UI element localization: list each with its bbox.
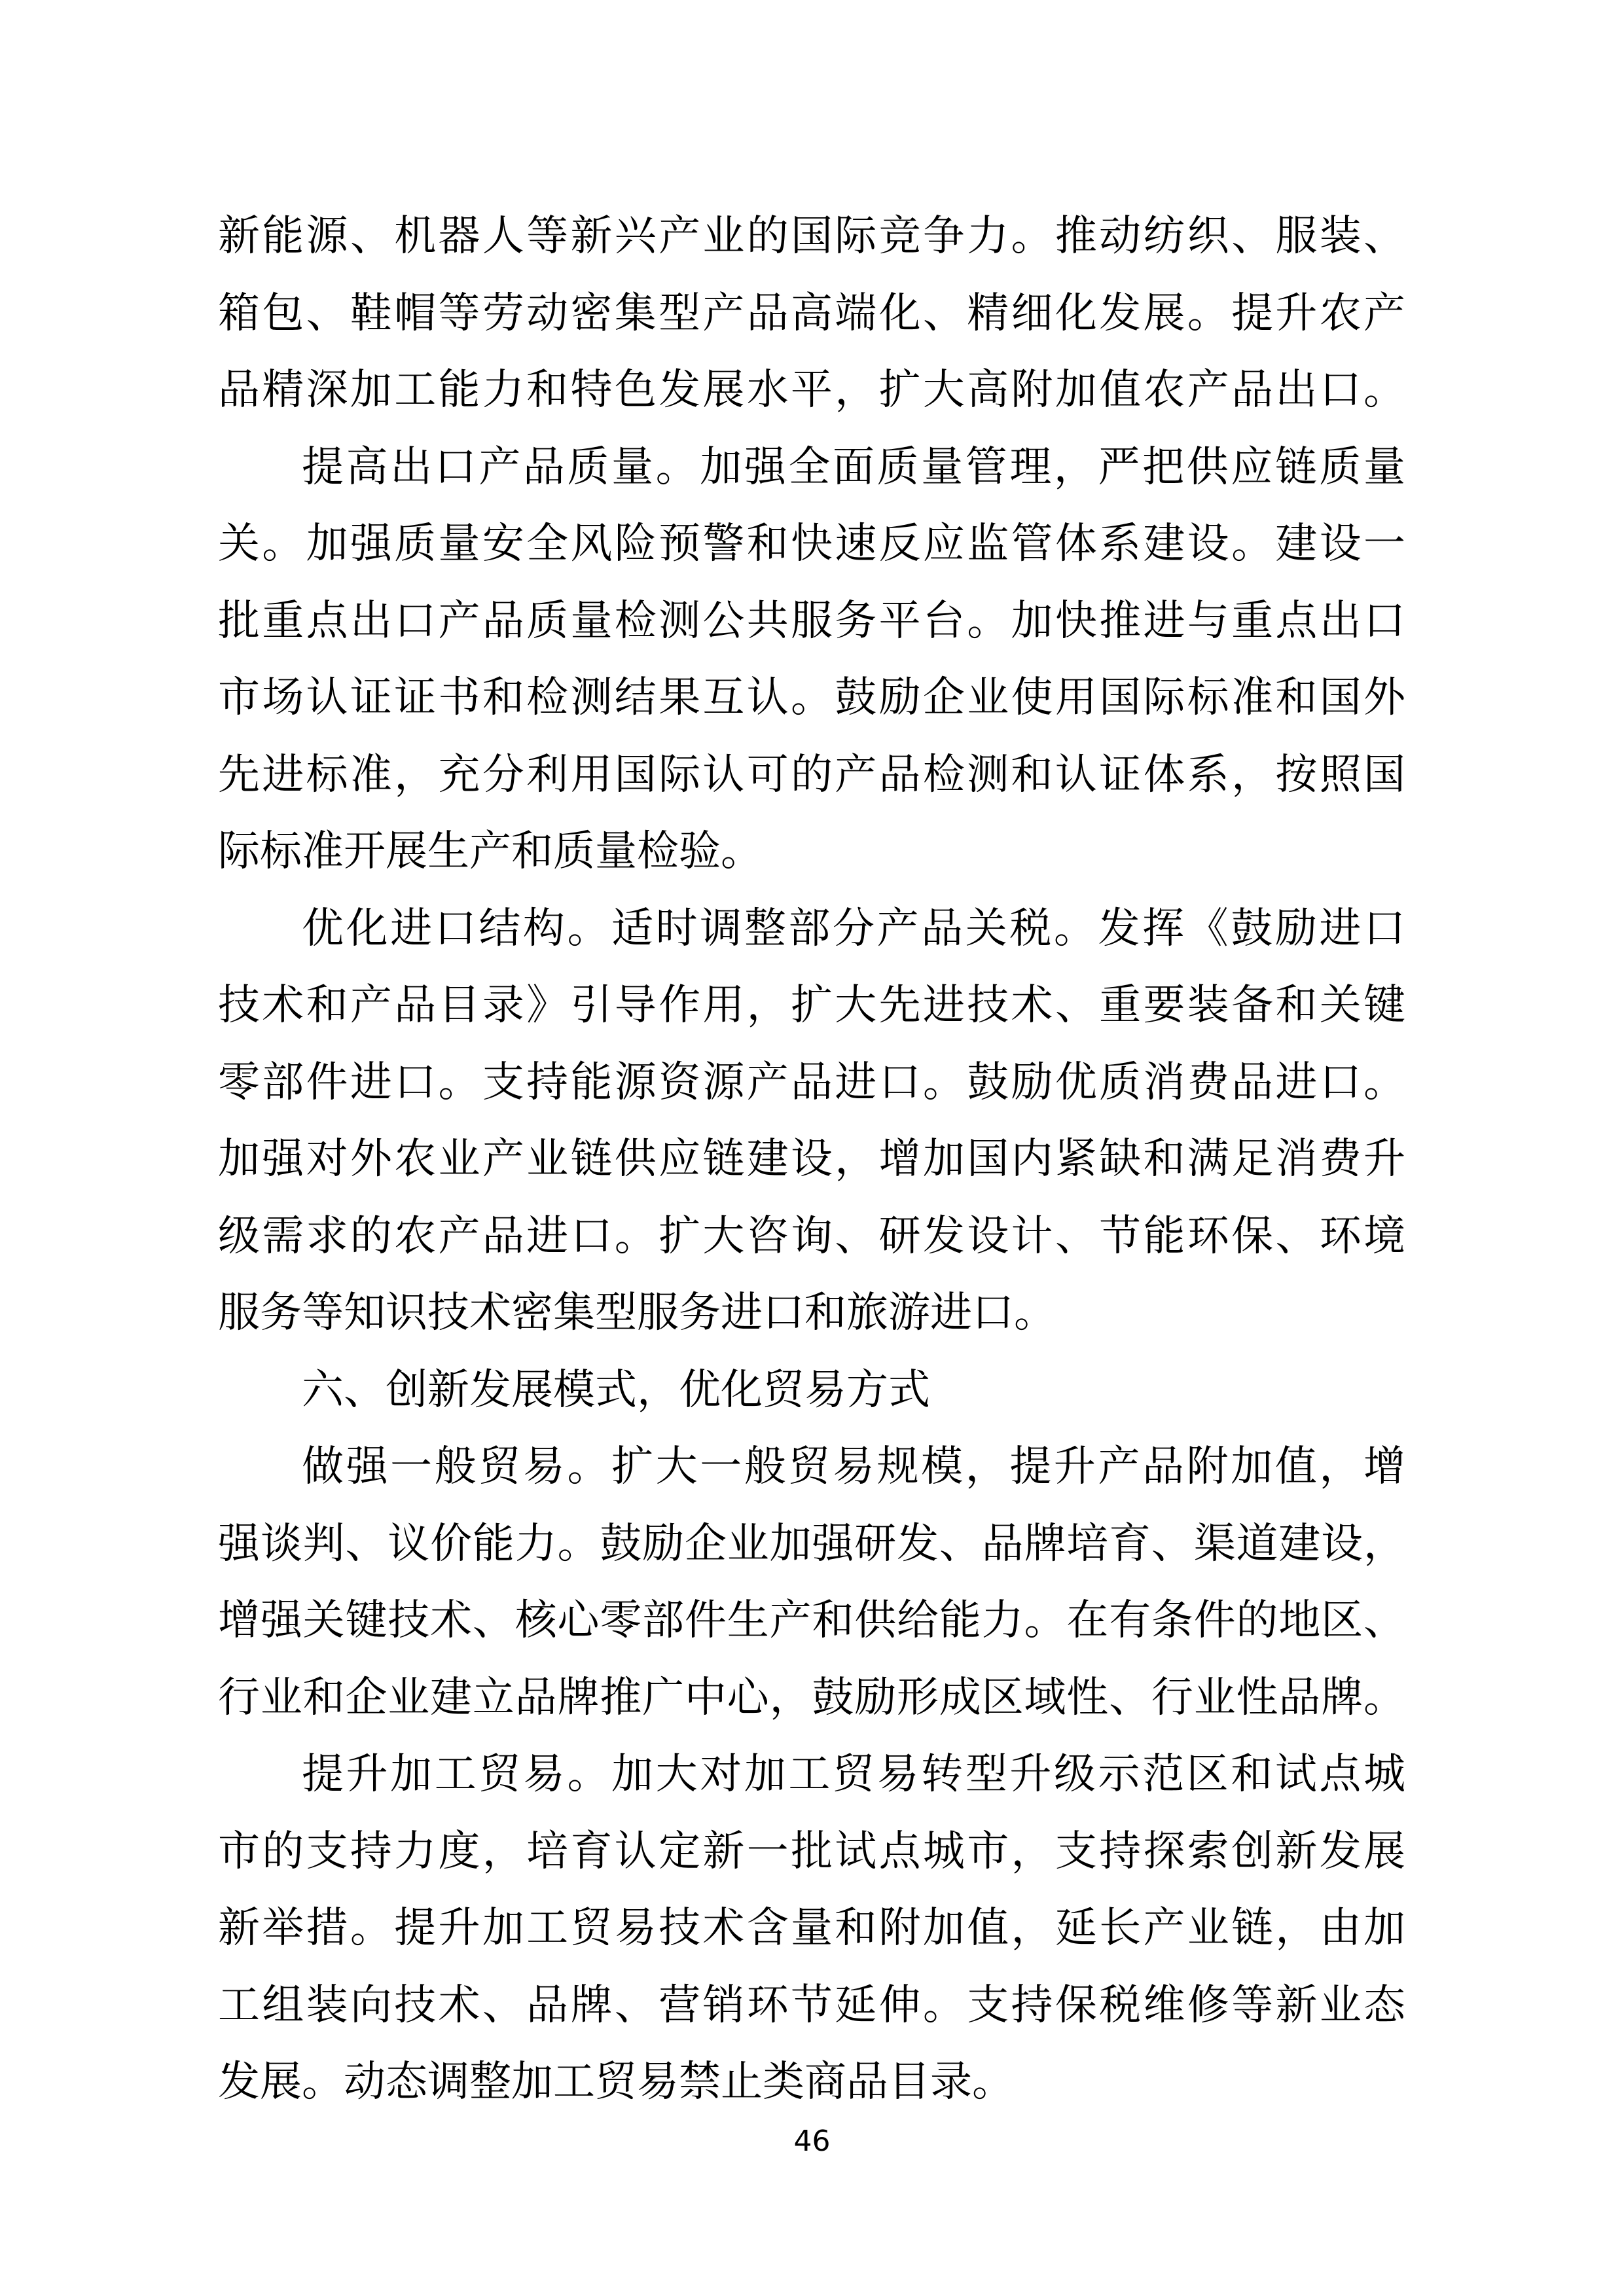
text-line: 新举措。提升加工贸易技术含量和附加值，延长产业链，由加 bbox=[218, 1904, 1405, 1952]
text-line: 技术和产品目录》引导作用，扩大先进技术、重要装备和关键 bbox=[218, 981, 1405, 1030]
text-line: 品精深加工能力和特色发展水平，扩大高附加值农产品出口。 bbox=[218, 366, 1405, 414]
text-line: 加强对外农业产业链供应链建设，增加国内紧缺和满足消费升 bbox=[218, 1135, 1405, 1183]
text-line: 强谈判、议价能力。鼓励企业加强研发、品牌培育、渠道建设， bbox=[218, 1519, 1405, 1568]
text-line: 新能源、机器人等新兴产业的国际竞争力。推动纺织、服装、 bbox=[218, 212, 1405, 260]
text-line: 关。加强质量安全风险预警和快速反应监管体系建设。建设一 bbox=[218, 520, 1405, 568]
text-line: 增强关键技术、核心零部件生产和供给能力。在有条件的地区、 bbox=[218, 1596, 1405, 1645]
text-line: 工组装向技术、品牌、营销环节延伸。支持保税维修等新业态 bbox=[218, 1981, 1405, 2030]
document-body-text bbox=[218, 198, 1405, 2121]
text-line: 提升加工贸易。加大对加工贸易转型升级示范区和试点城 bbox=[302, 1750, 1405, 1799]
text-line: 行业和企业建立品牌推广中心，鼓励形成区域性、行业性品牌。 bbox=[218, 1673, 1405, 1722]
section-heading: 六、创新发展模式，优化贸易方式 bbox=[302, 1365, 930, 1414]
text-line: 提高出口产品质量。加强全面质量管理，严把供应链质量 bbox=[302, 442, 1405, 492]
text-line: 优化进口结构。适时调整部分产品关税。发挥《鼓励进口 bbox=[302, 904, 1405, 953]
text-line: 发展。动态调整加工贸易禁止类商品目录。 bbox=[218, 2058, 1014, 2106]
text-line: 批重点出口产品质量检测公共服务平台。加快推进与重点出口 bbox=[218, 596, 1405, 645]
text-line: 做强一般贸易。扩大一般贸易规模，提升产品附加值，增 bbox=[302, 1443, 1405, 1491]
text-line: 先进标准，充分利用国际认可的产品检测和认证体系，按照国 bbox=[218, 750, 1405, 799]
text-line: 市场认证证书和检测结果互认。鼓励企业使用国际标准和国外 bbox=[218, 673, 1405, 722]
text-line: 际标准开展生产和质量检验。 bbox=[218, 827, 763, 876]
text-line: 服务等知识技术密集型服务进口和旅游进口。 bbox=[218, 1289, 1056, 1337]
text-line: 市的支持力度，培育认定新一批试点城市，支持探索创新发展 bbox=[218, 1827, 1405, 1876]
text-line: 零部件进口。支持能源资源产品进口。鼓励优质消费品进口。 bbox=[218, 1058, 1405, 1107]
text-line: 级需求的农产品进口。扩大咨询、研发设计、节能环保、环境 bbox=[218, 1211, 1405, 1261]
text-line: 箱包、鞋帽等劳动密集型产品高端化、精细化发展。提升农产 bbox=[218, 289, 1405, 338]
page-number: 46 bbox=[793, 2125, 831, 2158]
